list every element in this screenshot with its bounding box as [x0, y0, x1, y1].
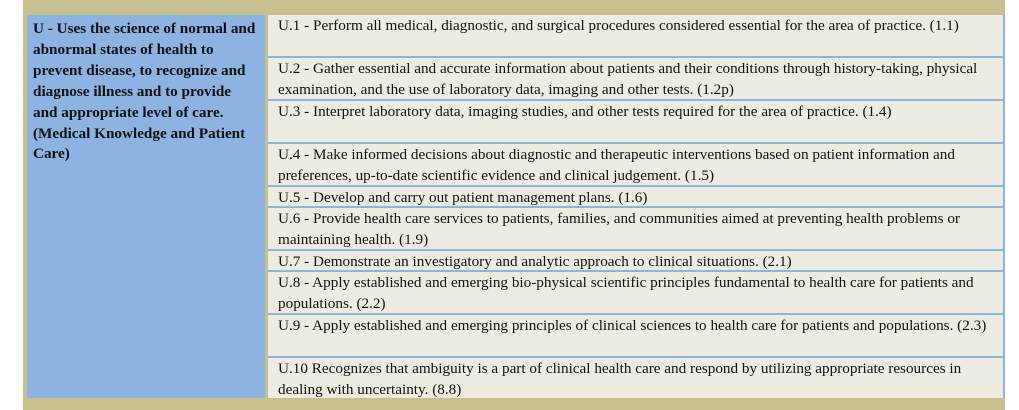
- outcome-text: U.6 - Provide health care services to patients, families, and communities aimed at preventing health problems or maintaining health. (1.9): [278, 210, 960, 248]
- outcome-text: U.1 - Perform all medical, diagnostic, and surgical procedures considered essential for the area of practice. (1.1): [278, 17, 959, 34]
- outcome-text: U.2 - Gather essential and accurate information about patients and their conditions through history-taking, physical examination, and the use of laboratory data, imaging and other tests. (1.2p): [278, 60, 978, 98]
- outcome-row-u3: [268, 101, 1003, 142]
- competency-heading-text: U - Uses the science of normal and abnormal states of health to prevent disease, to recognize and diagnose illness and to provide and appropriate level of care. (Medical Knowledge and Patient Care): [33, 20, 256, 163]
- outcome-text: U.10 Recognizes that ambiguity is a part of clinical health care and respond by utilizing appropriate resources in dealing with uncertainty. (8.8): [278, 360, 962, 398]
- outcome-text: U.7 - Demonstrate an investigatory and analytic approach to clinical situations. (2.1): [278, 253, 792, 270]
- outcome-row-u6: [268, 208, 1003, 249]
- outcome-text: U.5 - Develop and carry out patient management plans. (1.6): [278, 189, 648, 206]
- outcome-text: U.3 - Interpret laboratory data, imaging studies, and other tests required for the area of practice. (1.4): [278, 103, 892, 120]
- outcomes-table: [23, 0, 1005, 410]
- outcome-row-u9: [268, 315, 1003, 356]
- outcome-row-u10: [268, 358, 1003, 398]
- outcome-text: U.9 - Apply established and emerging principles of clinical sciences to health care for patients and populations. (2.3): [278, 317, 987, 334]
- competency-heading-cell: [27, 15, 265, 398]
- table-bottom-band: [23, 398, 1005, 410]
- outcome-row-u2: [268, 58, 1003, 99]
- outcome-row-u1: [268, 15, 1003, 56]
- outcome-row-u5: [268, 187, 1003, 206]
- table-top-band: [23, 0, 1005, 15]
- outcome-text: U.4 - Make informed decisions about diagnostic and therapeutic interventions based on patient information and preferences, up-to-date scientific evidence and clinical judgement. (1.5): [278, 146, 955, 184]
- outcome-row-u8: [268, 272, 1003, 313]
- outcomes-column: [268, 15, 1005, 398]
- outcome-text: U.8 - Apply established and emerging bio-physical scientific principles fundamental to health care for patients and populations. (2.2): [278, 274, 974, 312]
- outcome-row-u7: [268, 251, 1003, 270]
- outcome-row-u4: [268, 144, 1003, 185]
